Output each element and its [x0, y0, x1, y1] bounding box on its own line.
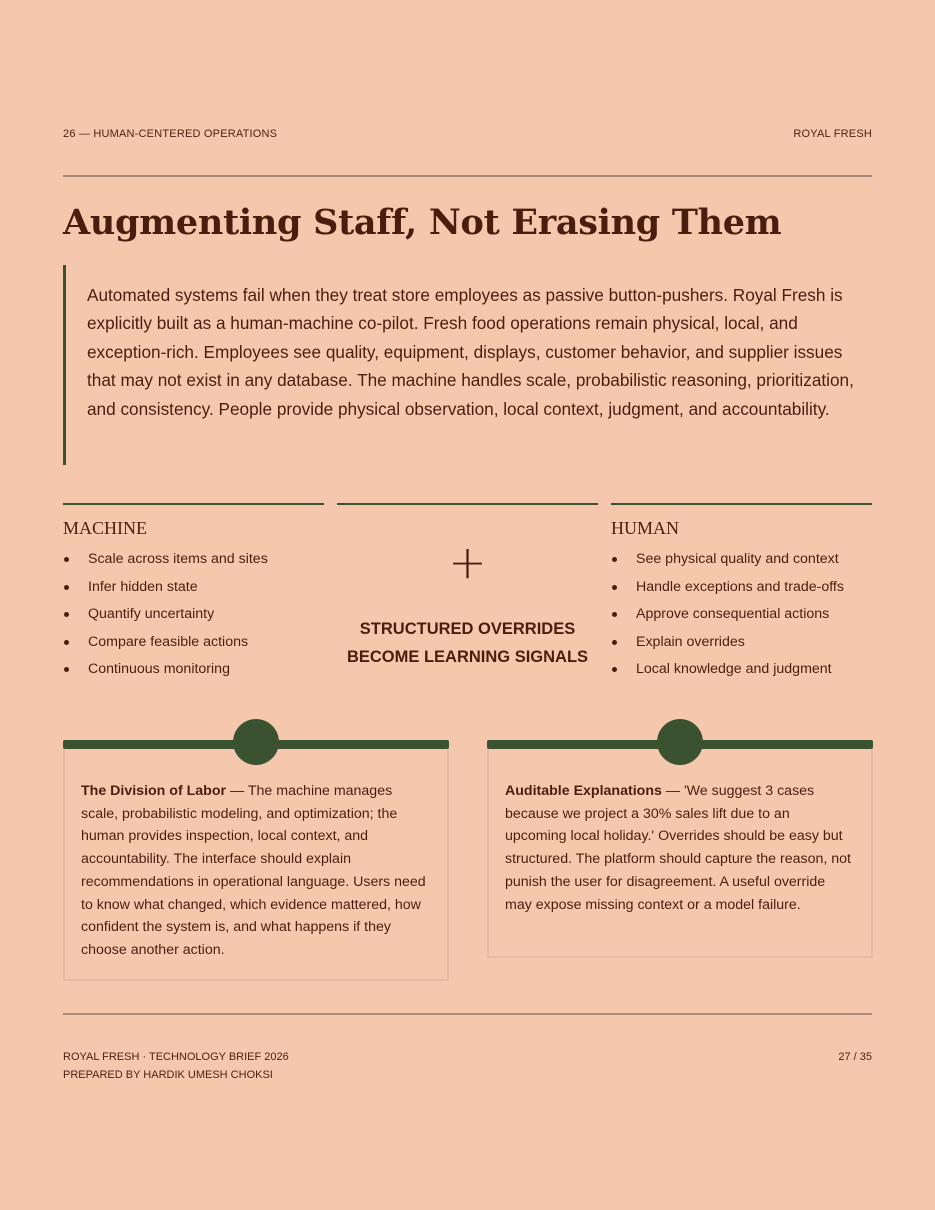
footer-divider — [63, 1013, 872, 1015]
list-item: Scale across items and sites — [63, 546, 324, 574]
list-item: Local knowledge and judgment — [611, 656, 872, 684]
list-item: Handle exceptions and trade-offs — [611, 574, 872, 602]
list-item: Explain overrides — [611, 629, 872, 657]
human-heading: HUMAN — [611, 518, 680, 538]
auditable-explanations-card — [487, 740, 873, 958]
human-list — [611, 546, 872, 684]
override-callout-line-2: BECOME LEARNING SIGNALS — [346, 648, 589, 666]
document-page — [63, 0, 872, 1210]
card-text — [505, 780, 855, 916]
header-brand: ROYAL FRESH — [793, 128, 872, 140]
list-item: Quantify uncertainty — [63, 601, 324, 629]
footer-author: PREPARED BY HARDIK UMESH CHOKSI — [63, 1069, 273, 1081]
machine-column — [63, 503, 324, 693]
lede-text: Automated systems fail when they treat store employees as passive button-pushers. Royal Fresh is explicitly built as a human-machine co-pilot. Fresh food operations remain physical, local, and exception-rich. Employees see quality, equipment, displays, customer behavior, and supplier issues that may not exist in any database. The machine handles scale, probabilistic reasoning, prioritization, and consistency. People provide physical observation, local context, judgment, and accountability. — [87, 285, 854, 419]
header-section-label: 26 — HUMAN-CENTERED OPERATIONS — [63, 128, 278, 140]
human-column — [611, 503, 872, 693]
list-item: Continuous monitoring — [63, 656, 324, 684]
center-column — [337, 503, 598, 693]
page-title: Augmenting Staff, Not Erasing Them — [63, 202, 782, 243]
footer-publication: ROYAL FRESH · TECHNOLOGY BRIEF 2026 — [63, 1051, 289, 1063]
card-text — [81, 780, 431, 962]
card-body: — 'We suggest 3 cases because we project a 30% sales lift due to an upcoming local holiday.' Overrides should be easy but structured. The platform should capture the reason, not punish the user for disagreement. A useful override may expose missing context or a model failure. — [505, 783, 851, 913]
plus-icon: + — [448, 535, 487, 589]
list-item: Infer hidden state — [63, 574, 324, 602]
header-divider — [63, 175, 872, 177]
page-number: 27 / 35 — [838, 1051, 872, 1063]
circle-icon — [233, 719, 279, 765]
list-item: See physical quality and context — [611, 546, 872, 574]
list-item: Approve consequential actions — [611, 601, 872, 629]
machine-list — [63, 546, 324, 684]
footer-credits — [63, 1048, 289, 1084]
machine-human-comparison — [63, 503, 872, 693]
list-item: Compare feasible actions — [63, 629, 324, 657]
card-body: — The machine manages scale, probabilistic modeling, and optimization; the human provides inspection, local context, and accountability. The interface should explain recommendations in operational language. Users need to know what changed, which evidence mattered, how confident the system is, and what happens if they choose another action. — [81, 783, 426, 958]
circle-icon — [657, 719, 703, 765]
page-footer — [63, 1048, 872, 1084]
division-of-labor-card — [63, 740, 449, 981]
override-callout-line-1: STRUCTURED OVERRIDES — [359, 620, 576, 638]
machine-heading: MACHINE — [63, 518, 147, 538]
card-title: The Division of Labor — [81, 783, 227, 799]
override-callout — [337, 615, 598, 671]
lede-quote — [63, 265, 872, 465]
card-title: Auditable Explanations — [505, 783, 662, 799]
running-header — [63, 128, 872, 140]
